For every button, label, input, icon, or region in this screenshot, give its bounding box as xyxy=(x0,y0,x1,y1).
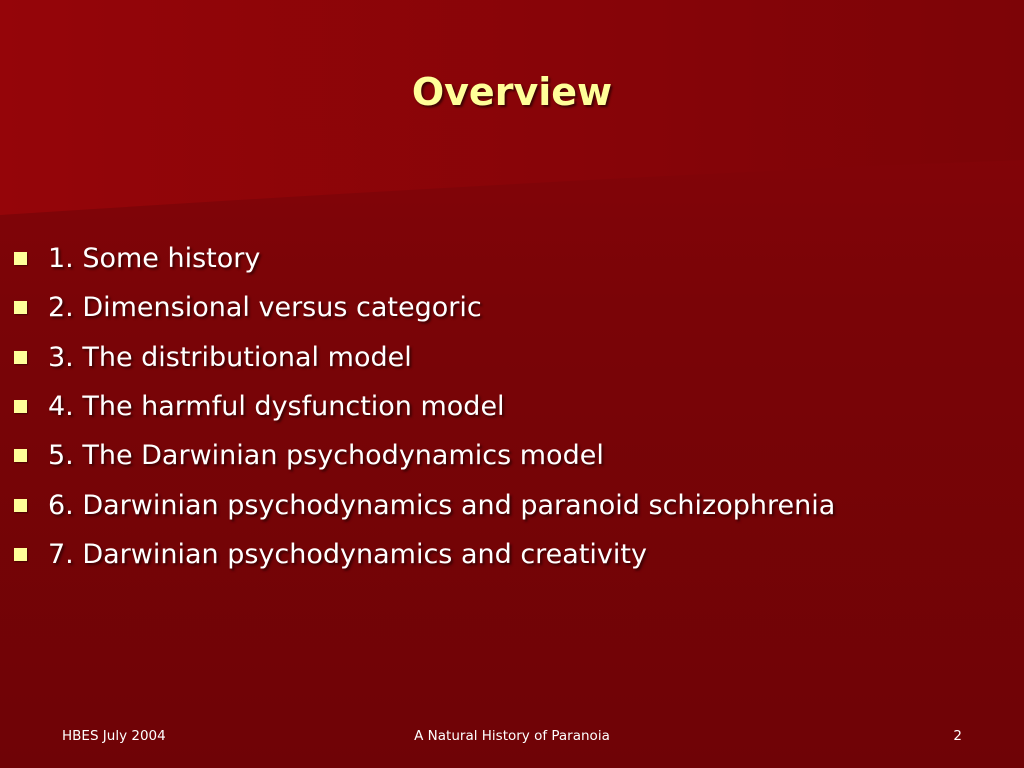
bullet-text: 1. Some history xyxy=(48,243,261,275)
list-item xyxy=(14,283,835,332)
square-bullet-icon xyxy=(14,400,27,413)
slide-title: Overview xyxy=(411,70,613,114)
footer-title: A Natural History of Paranoia xyxy=(414,728,610,744)
bullet-list xyxy=(14,234,835,579)
footer-page-number: 2 xyxy=(953,728,962,744)
list-item xyxy=(14,382,835,431)
square-bullet-icon xyxy=(14,252,27,265)
list-item xyxy=(14,530,835,579)
bullet-text: 4. The harmful dysfunction model xyxy=(48,391,505,423)
bullet-text: 5. The Darwinian psychodynamics model xyxy=(48,440,604,472)
list-item xyxy=(14,431,835,480)
square-bullet-icon xyxy=(14,548,27,561)
footer-date: HBES July 2004 xyxy=(62,728,166,744)
list-item xyxy=(14,234,835,283)
bullet-text: 3. The distributional model xyxy=(48,341,412,373)
square-bullet-icon xyxy=(14,351,27,364)
bullet-text: 2. Dimensional versus categoric xyxy=(48,292,482,324)
bullet-text: 6. Darwinian psychodynamics and paranoid schizophrenia xyxy=(48,489,836,521)
square-bullet-icon xyxy=(14,499,27,512)
list-item xyxy=(14,480,835,529)
bullet-text: 7. Darwinian psychodynamics and creativity xyxy=(48,538,647,570)
list-item xyxy=(14,333,835,382)
square-bullet-icon xyxy=(14,449,27,462)
square-bullet-icon xyxy=(14,301,27,314)
